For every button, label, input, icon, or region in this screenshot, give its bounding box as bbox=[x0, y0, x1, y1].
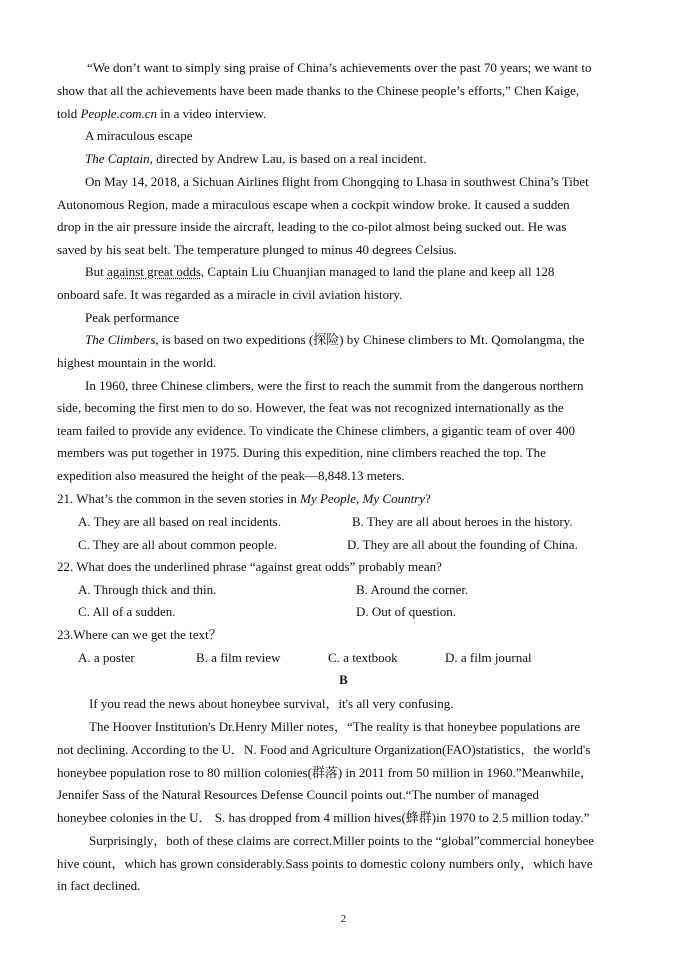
q21-option-d: D. They are all about the founding of China. bbox=[347, 537, 578, 552]
subheading-peak-performance: Peak performance bbox=[85, 310, 180, 325]
para-b3-line-3: in fact declined. bbox=[57, 878, 141, 893]
q21-option-a: A. They are all based on real incidents. bbox=[78, 514, 281, 529]
q23-option-d: D. a film journal bbox=[445, 650, 532, 665]
subheading-miraculous-escape: A miraculous escape bbox=[85, 128, 193, 143]
para-climbers-line-1: The Climbers, is based on two expeditions (探险) by Chinese climbers to Mt. Qomolangma, the bbox=[85, 332, 585, 347]
question-21: 21. What’s the common in the seven stories in My People, My Country? bbox=[57, 491, 431, 506]
para-b2-line-5: honeybee colonies in the U． S. has dropped from 4 million hives(蜂群)in 1970 to 2.5 million today.” bbox=[57, 810, 590, 825]
para-climbers-line-2: highest mountain in the world. bbox=[57, 355, 217, 370]
page-number: 2 bbox=[340, 913, 347, 925]
q23-option-b: B. a film review bbox=[196, 650, 281, 665]
para-1960-line-1: In 1960, three Chinese climbers, were the first to reach the summit from the dangerous northern bbox=[85, 378, 584, 393]
q21-option-b: B. They are all about heroes in the history. bbox=[352, 514, 573, 529]
question-22: 22. What does the underlined phrase “against great odds” probably mean? bbox=[57, 559, 442, 574]
film-title-climbers: The Climbers bbox=[85, 332, 156, 347]
para-b3-line-2: hive count，which has grown considerably.Sass points to domestic colony numbers only，which have bbox=[57, 856, 593, 871]
para-incident-line-3: drop in the air pressure inside the aircraft, leading to the co-pilot almost being sucked out. He was bbox=[57, 219, 567, 234]
para-incident-line-4: saved by his seat belt. The temperature plunged to minus 40 degrees Celsius. bbox=[57, 242, 457, 257]
para-b2-line-3: honeybee population rose to 80 million colonies(群落) in 2011 from 50 million in 1960.”Meanwhile， bbox=[57, 765, 594, 780]
para-b2-line-2: not declining. According to the U．N. Food and Agriculture Organization(FAO)statistics，the world's bbox=[57, 742, 591, 757]
para-odds-line-1: But against great odds, Captain Liu Chuanjian managed to land the plane and keep all 128 bbox=[85, 264, 555, 279]
q22-option-b: B. Around the corner. bbox=[356, 582, 469, 597]
q23-option-c: C. a textbook bbox=[328, 650, 398, 665]
para-b2-line-1: The Hoover Institution's Dr.Henry Miller notes，“The reality is that honeybee populations are bbox=[89, 719, 581, 734]
para-quote-line-3: told People.com.cn in a video interview. bbox=[57, 106, 267, 121]
para-incident-line-2: Autonomous Region, made a miraculous escape when a cockpit window broke. It caused a sudden bbox=[57, 197, 570, 212]
para-1960-line-5: expedition also measured the height of the peak—8,848.13 meters. bbox=[57, 468, 405, 483]
para-incident-line-1: On May 14, 2018, a Sichuan Airlines flight from Chongqing to Lhasa in southwest China’s Tibet bbox=[85, 174, 589, 189]
q23-option-a: A. a poster bbox=[78, 650, 135, 665]
underlined-phrase: against great odds bbox=[107, 264, 201, 279]
question-23: 23.Where can we get the text？ bbox=[57, 627, 222, 642]
para-captain-line-1: The Captain, directed by Andrew Lau, is based on a real incident. bbox=[85, 151, 427, 166]
q22-option-d: D. Out of question. bbox=[356, 604, 457, 619]
q22-option-a: A. Through thick and thin. bbox=[78, 582, 217, 597]
q22-option-c: C. All of a sudden. bbox=[78, 604, 176, 619]
para-1960-line-3: team failed to provide any evidence. To vindicate the Chinese climbers, a gigantic team of over 400 bbox=[57, 423, 575, 438]
para-b2-line-4: Jennifer Sass of the Natural Resources Defense Council points out.“The number of managed bbox=[57, 787, 539, 802]
para-quote-line-1: “We don’t want to simply sing praise of China’s achievements over the past 70 years; we want to bbox=[87, 60, 592, 75]
film-title-captain: The Captain bbox=[85, 151, 150, 166]
q21-option-c: C. They are all about common people. bbox=[78, 537, 278, 552]
para-b1: If you read the news about honeybee survival，it's all very confusing. bbox=[89, 696, 454, 711]
section-b-heading: B bbox=[339, 672, 348, 687]
para-1960-line-4: members was put together in 1975. During this expedition, nine climbers reached the top. The bbox=[57, 445, 546, 460]
source-name: People.com.cn bbox=[80, 106, 158, 121]
para-1960-line-2: side, becoming the first men to do so. However, the feat was not recognized internationally as the bbox=[57, 400, 564, 415]
para-b3-line-1: Surprisingly，both of these claims are correct.Miller points to the “global”commercial honeybee bbox=[89, 833, 595, 848]
para-odds-line-2: onboard safe. It was regarded as a miracle in civil aviation history. bbox=[57, 287, 403, 302]
para-quote-line-2: show that all the achievements have been made thanks to the Chinese people’s efforts,” Chen Kaige, bbox=[57, 83, 580, 98]
